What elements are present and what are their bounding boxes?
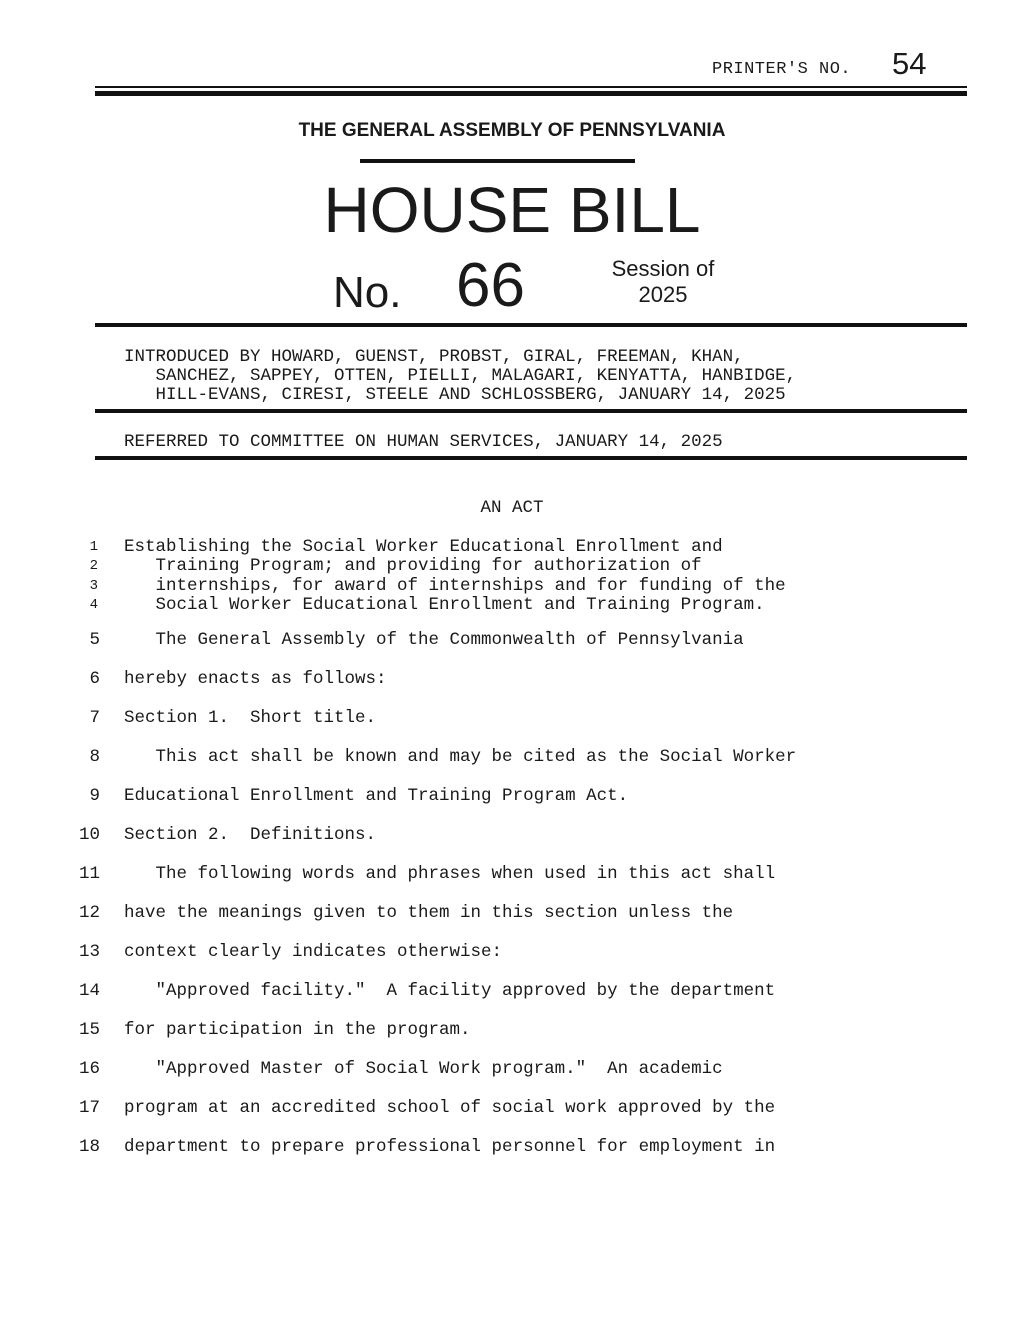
body-line: for participation in the program.: [124, 1020, 471, 1040]
referred-line: REFERRED TO COMMITTEE ON HUMAN SERVICES, JANUARY 14, 2025: [124, 432, 723, 452]
body-line: context clearly indicates otherwise:: [124, 942, 503, 962]
line-number: 10: [78, 825, 100, 845]
bill-number-label: No.: [333, 268, 402, 317]
line-number: 1: [89, 539, 98, 555]
line-number: 6: [89, 669, 100, 689]
title-line: Establishing the Social Worker Educational Enrollment and: [124, 537, 723, 557]
body-line: have the meanings given to them in this section unless the: [124, 903, 734, 923]
introduced-line: SANCHEZ, SAPPEY, OTTEN, PIELLI, MALAGARI, KENYATTA, HANBIDGE,: [124, 366, 797, 386]
session-label: Session of: [611, 256, 715, 281]
line-number: 15: [78, 1020, 100, 1040]
body-line: hereby enacts as follows:: [124, 669, 387, 689]
line-number: 11: [78, 864, 100, 884]
line-number: 2: [89, 558, 98, 574]
line-number: 12: [78, 903, 100, 923]
line-number: 7: [89, 708, 100, 728]
line-number: 18: [78, 1137, 100, 1157]
session-block: [604, 256, 722, 308]
introduced-line: HILL-EVANS, CIRESI, STEELE AND SCHLOSSBERG, JANUARY 14, 2025: [124, 385, 786, 405]
bill-type-title: HOUSE BILL: [323, 174, 701, 246]
printers-number: 54: [892, 46, 927, 81]
line-number: 16: [78, 1059, 100, 1079]
body-line: program at an accredited school of social work approved by the: [124, 1098, 776, 1118]
title-line: Social Worker Educational Enrollment and Training Program.: [124, 595, 765, 615]
line-number: 17: [78, 1098, 100, 1118]
introduced-bottom-rule: [95, 409, 967, 413]
body-line: "Approved Master of Social Work program." An academic: [124, 1059, 723, 1079]
line-number: 8: [89, 747, 100, 767]
top-rule-thick: [95, 91, 967, 96]
line-number: 14: [78, 981, 100, 1001]
body-line: Section 2. Definitions.: [124, 825, 377, 845]
assembly-underline: [360, 159, 635, 163]
line-number: 13: [78, 942, 100, 962]
line-number: 9: [89, 786, 100, 806]
body-line: department to prepare professional personnel for employment in: [124, 1137, 776, 1157]
body-line: Section 1. Short title.: [124, 708, 377, 728]
top-rule-thin: [95, 86, 967, 88]
header-bottom-rule: [95, 323, 967, 327]
bill-number: 66: [456, 251, 525, 320]
referred-bottom-rule: [95, 456, 967, 460]
act-heading: AN ACT: [480, 498, 544, 518]
body-line: This act shall be known and may be cited as the Social Worker: [124, 747, 797, 767]
title-line: Training Program; and providing for authorization of: [124, 556, 702, 576]
line-number: 5: [89, 630, 100, 650]
body-line: The following words and phrases when used in this act shall: [124, 864, 776, 884]
body-line: Educational Enrollment and Training Program Act.: [124, 786, 629, 806]
session-year: 2025: [638, 282, 688, 307]
body-line: The General Assembly of the Commonwealth of Pennsylvania: [124, 630, 744, 650]
line-number: 4: [89, 597, 98, 613]
introduced-line: INTRODUCED BY HOWARD, GUENST, PROBST, GIRAL, FREEMAN, KHAN,: [124, 347, 744, 367]
title-line: internships, for award of internships and for funding of the: [124, 576, 786, 596]
printers-number-label: PRINTER'S NO.: [712, 60, 852, 79]
line-number: 3: [89, 578, 98, 594]
assembly-heading: THE GENERAL ASSEMBLY OF PENNSYLVANIA: [298, 120, 726, 141]
body-line: "Approved facility." A facility approved by the department: [124, 981, 776, 1001]
